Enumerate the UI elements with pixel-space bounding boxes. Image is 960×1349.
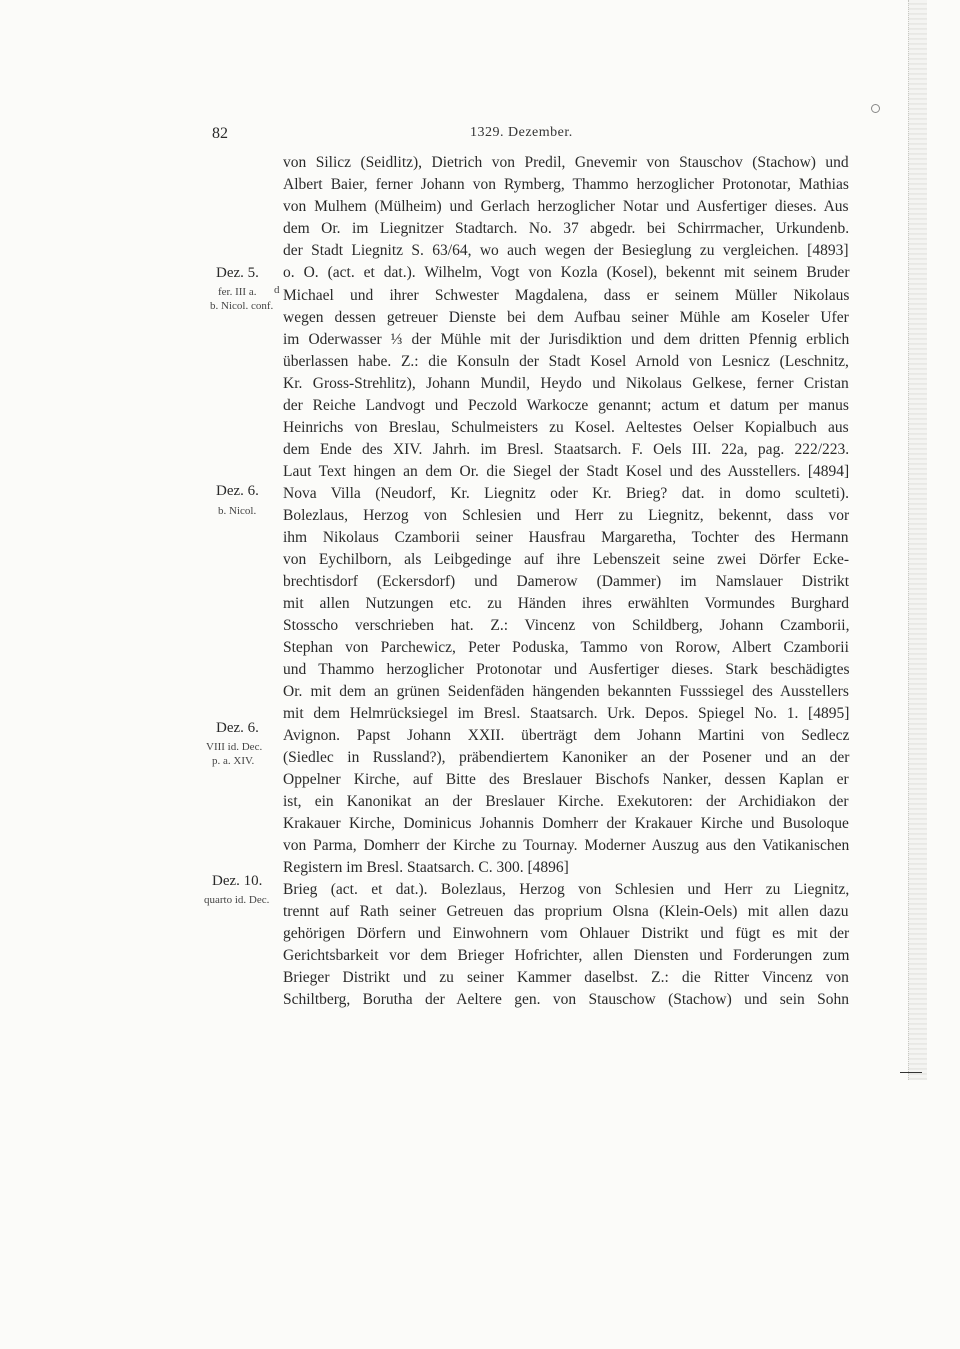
margin-date: Dez. 10. bbox=[212, 873, 263, 889]
margin-note: d bbox=[274, 284, 280, 296]
margin-date: Dez. 5. bbox=[216, 265, 259, 281]
text-line: Nova Villa (Neudorf, Kr. Liegnitz oder Kr. Brieg? dat. in domo sculteti). bbox=[283, 485, 849, 502]
text-line: Albert Baier, ferner Johann von Rymberg, Thammo herzoglicher Protonotar, Mathias bbox=[283, 176, 849, 193]
text-line: von Eychilborn, als Leibgedinge auf ihre Lebenszeit seine zwei Dörfer Ecke- bbox=[283, 551, 850, 568]
text-line: Stosscho verschrieben hat. Z.: Vincenz von Schildberg, Johann Czamborii, bbox=[283, 617, 850, 634]
text-line: Brieg (act. et dat.). Bolezlaus, Herzog von Schlesien und Herr zu Liegnitz, bbox=[283, 881, 850, 898]
binding-edge bbox=[908, 0, 927, 1080]
text-line: brechtisdorf (Eckersdorf) und Damerow (Dammer) im Namslauer Distrikt bbox=[283, 573, 850, 590]
text-line: Michael und ihrer Schwester Magdalena, dass er seinem Müller Nikolaus bbox=[283, 287, 850, 304]
running-header: 1329. Dezember. bbox=[470, 125, 573, 140]
margin-date: Dez. 6. bbox=[216, 720, 259, 736]
binding-edge-mark bbox=[900, 1072, 922, 1073]
text-line: Schiltberg, Borutha der Aeltere gen. von Stauschow (Stachow) und sein Sohn bbox=[283, 991, 849, 1008]
margin-note: fer. III a. bbox=[218, 286, 257, 298]
margin-note: b. Nicol. conf. bbox=[210, 300, 274, 312]
text-line: wegen dessen getreuer Dienste bei dem Aufbau seiner Mühle am Koseler Ufer bbox=[283, 309, 849, 326]
text-line: Heinrichs von Breslau, Schulmeisters zu Kosel. Aeltestes Oelser Kopialbuch aus bbox=[283, 419, 849, 436]
text-line: von Parma, Domherr der Kirche zu Tournay. Moderner Auszug aus den Vatikanischen bbox=[283, 837, 850, 854]
text-line: überlassen habe. Z.: die Konsuln der Stadt Kosel Arnold von Lesnicz (Leschnitz, bbox=[283, 353, 849, 370]
text-line: gehörigen Dörfern und Einwohnern vom Ohlauer Distrikt und fügt es mit der bbox=[283, 925, 850, 942]
text-line: Krakauer Kirche, Dominicus Johannis Domherr der Krakauer Kirche und Busoloque bbox=[283, 815, 849, 832]
text-line: dem Ende des XIV. Jahrh. im Bresl. Staatsarch. F. Oels III. 22a, pag. 222/223. bbox=[283, 441, 850, 458]
text-line: Kr. Gross-Strehlitz), Johann Mundil, Heydo und Nikolaus Gelkese, ferner Cristan bbox=[283, 375, 849, 392]
text-line: Stephan von Parchewicz, Peter Poduska, Tammo von Rorow, Albert Czamborii bbox=[283, 639, 849, 656]
text-line: von Mulhem (Mülheim) und Gerlach herzoglicher Notar und Ausfertiger dieses. Aus bbox=[283, 198, 849, 215]
text-line: trennt auf Rath seiner Getreuen das proprium Olsna (Klein-Oels) mit allen dazu bbox=[283, 903, 849, 920]
text-line: Avignon. Papst Johann XXII. überträgt dem Johann Martini von Sedlecz bbox=[283, 727, 850, 744]
text-line: mit dem Helmrücksiegel im Bresl. Staatsarch. Urk. Depos. Spiegel No. 1. [4895] bbox=[283, 705, 850, 722]
margin-note: VIII id. Dec. bbox=[206, 741, 263, 753]
margin-date: Dez. 6. bbox=[216, 483, 259, 499]
punch-hole bbox=[871, 104, 880, 113]
margin-note: p. a. XIV. bbox=[212, 755, 255, 767]
text-line: dem Or. im Liegnitzer Stadtarch. No. 37 abgedr. bei Schirrmacher, Urkundenb. bbox=[283, 220, 850, 237]
margin-note: b. Nicol. bbox=[218, 505, 257, 517]
text-line: Bolezlaus, Herzog von Schlesien und Herr zu Liegnitz, bekennt, dass vor bbox=[283, 507, 850, 524]
text-line: Brieger Distrikt und zu seiner Kammer daselbst. Z.: die Ritter Vincenz von bbox=[283, 969, 849, 986]
text-line: mit allen Nutzungen etc. zu Händen ihres erwählten Vormundes Burghard bbox=[283, 595, 849, 612]
text-line: Oppelner Kirche, auf Bitte des Breslauer Bischofs Nanker, dessen Kaplan er bbox=[283, 771, 849, 788]
text-line: o. O. (act. et dat.). Wilhelm, Vogt von Kozla (Kosel), bekennt mit seinem Bruder bbox=[283, 264, 850, 281]
text-line: Or. mit dem an grünen Seidenfäden hängenden bekannten Fusssiegel des Ausstellers bbox=[283, 683, 849, 700]
text-line: (Siedlec in Russland?), präbendiertem Kanoniker an der Posener und an der bbox=[283, 749, 850, 766]
text-line: ihm Nikolaus Czamborii seiner Hausfrau Margaretha, Tochter des Hermann bbox=[283, 529, 849, 546]
page-number: 82 bbox=[212, 125, 228, 142]
text-line: der Reiche Landvogt und Peczold Warkocze genannt; actum et datum per manus bbox=[283, 397, 849, 414]
text-line: ist, ein Kanonikat an der Breslauer Kirche. Exekutoren: der Archidiakon der bbox=[283, 793, 849, 810]
text-line: der Stadt Liegnitz S. 63/64, wo auch wegen der Besieglung zu vergleichen. [4893] bbox=[283, 242, 849, 259]
margin-note: quarto id. Dec. bbox=[204, 894, 270, 906]
text-line: Gerichtsbarkeit vor dem Brieger Hofrichter, allen Diensten und Forderungen zum bbox=[283, 947, 850, 964]
text-line: Laut Text hingen an dem Or. die Siegel der Stadt Kosel und des Ausstellers. [4894] bbox=[283, 463, 850, 480]
text-line: im Oderwasser ⅓ der Mühle mit der Jurisdiktion und dem dritten Pfennig erblich bbox=[283, 331, 850, 348]
text-line: und Thammo herzoglicher Protonotar und Ausfertiger dieses. Stark beschädigtes bbox=[283, 661, 850, 678]
text-line: von Silicz (Seidlitz), Dietrich von Predil, Gnevemir von Stauschov (Stachow) und bbox=[283, 154, 849, 171]
text-line: Registern im Bresl. Staatsarch. C. 300. [4896] bbox=[283, 859, 569, 876]
